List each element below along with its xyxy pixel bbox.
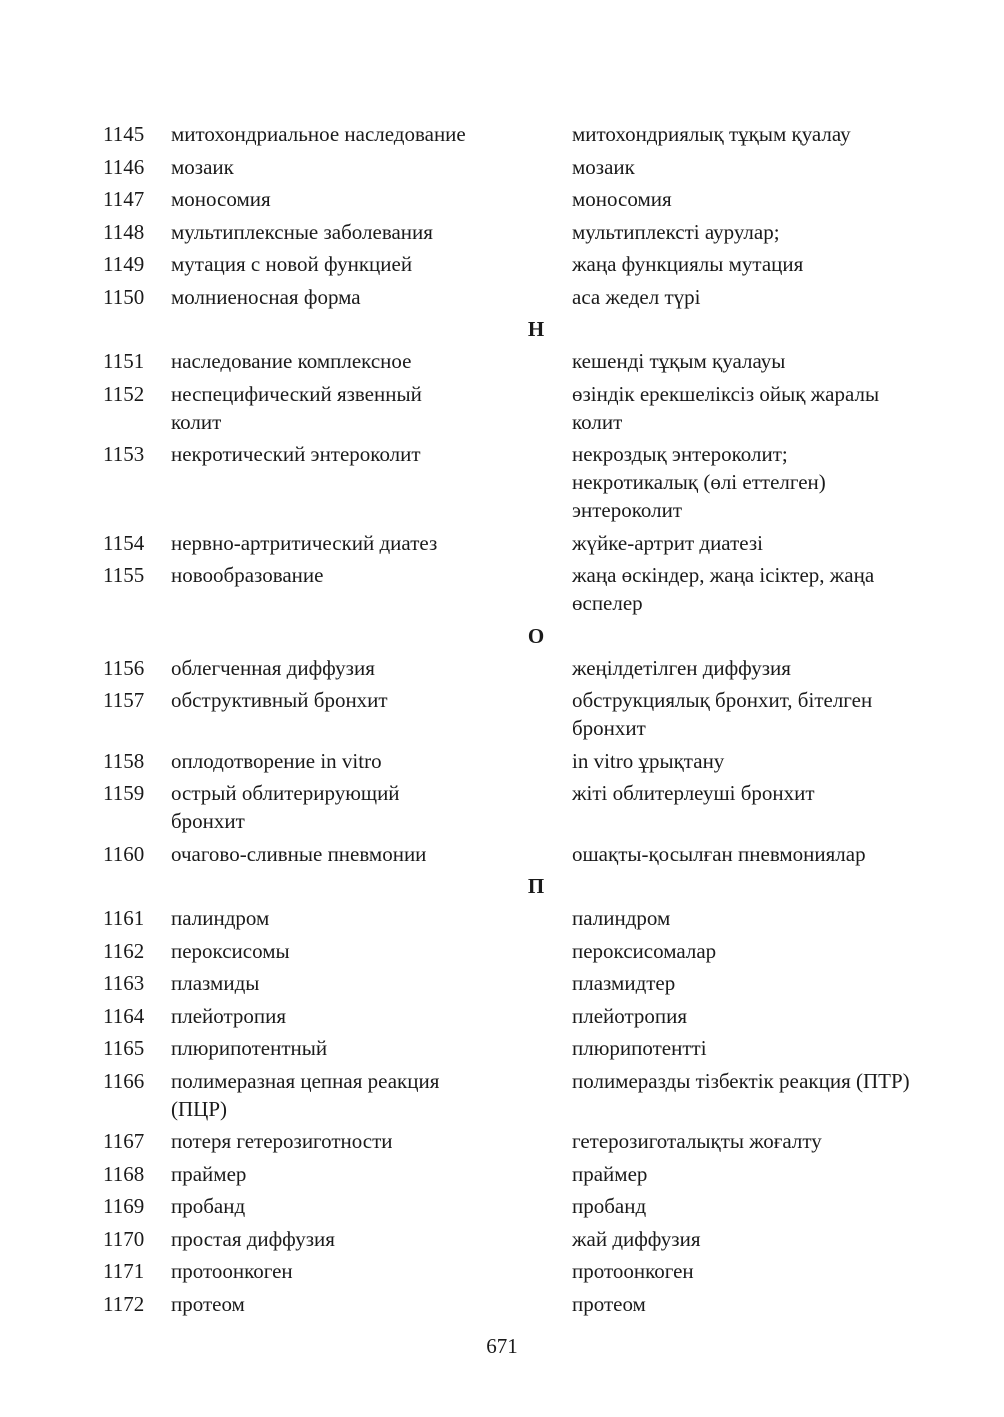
glossary-entry-row (0, 151, 1004, 184)
russian-term: моносомия (171, 187, 271, 211)
glossary-entry-row (0, 438, 1004, 527)
entry-number: 1170 (103, 1226, 145, 1251)
glossary-entry-row (0, 838, 1004, 871)
russian-term: протоонкоген (171, 1259, 293, 1283)
russian-term: плюрипотентный (171, 1036, 328, 1060)
russian-term: пробанд (171, 1194, 246, 1218)
glossary-entry-row (0, 967, 1004, 1000)
kazakh-term: протоонкоген (572, 1259, 694, 1283)
glossary-entry-row (0, 777, 1004, 838)
entry-number: 1169 (103, 1194, 145, 1218)
entry-number: 1146 (103, 154, 145, 179)
glossary-entry-row (0, 1255, 1004, 1288)
russian-term: праймер (171, 1161, 247, 1186)
glossary-entry-row (0, 1223, 1004, 1256)
entry-number: 1156 (103, 655, 145, 680)
glossary-entry-row (0, 118, 1004, 151)
russian-term: оплодотворение in vitro (171, 748, 382, 773)
entry-number: 1149 (103, 252, 145, 276)
russian-term: палиндром (171, 906, 270, 930)
glossary-entry-row (0, 248, 1004, 281)
russian-term: полимеразная цепная реакция (ПЦР) (171, 1068, 440, 1121)
glossary-entry-row (0, 745, 1004, 778)
kazakh-term: протеом (572, 1291, 646, 1316)
kazakh-term: обструкциялық бронхит, бітелген бронхит (572, 688, 873, 740)
kazakh-term: ошақты-қосылған пневмониялар (572, 841, 866, 866)
entry-number: 1161 (103, 906, 145, 930)
entry-number: 1158 (103, 748, 145, 773)
kazakh-term: пероксисомалар (572, 938, 717, 963)
kazakh-term: некроздық энтероколит; некротикалық (өлі еттелген) энтероколит (572, 442, 826, 522)
entry-number: 1151 (103, 349, 145, 373)
glossary-entry-row (0, 1065, 1004, 1126)
entry-number: 1150 (103, 284, 145, 309)
glossary-entry-row (0, 1000, 1004, 1033)
entry-number: 1168 (103, 1161, 145, 1186)
entry-number: 1164 (103, 1003, 145, 1028)
russian-term: пероксисомы (171, 938, 290, 963)
kazakh-term: in vitro ұрықтану (572, 748, 725, 773)
russian-term: облегченная диффузия (171, 655, 375, 680)
kazakh-term: мультиплексті аурулар; (572, 219, 780, 244)
russian-term: нервно-артритический диатез (171, 530, 438, 555)
entry-number: 1163 (103, 971, 145, 995)
kazakh-term: жаңа өскіндер, жаңа ісіктер, жаңа өспелер (572, 563, 875, 615)
russian-term: некротический энтероколит (171, 442, 421, 466)
entry-number: 1152 (103, 381, 145, 406)
kazakh-term: жай диффузия (572, 1226, 701, 1251)
entry-number: 1167 (103, 1129, 145, 1153)
kazakh-term: праймер (572, 1161, 648, 1186)
russian-term: мультиплексные заболевания (171, 219, 433, 244)
entry-number: 1165 (103, 1036, 145, 1060)
glossary-entry-row (0, 684, 1004, 745)
entry-number: 1160 (103, 841, 145, 866)
section-letter-heading: П (527, 874, 545, 898)
kazakh-term: палиндром (572, 906, 671, 930)
page-number: 671 (486, 1334, 518, 1358)
glossary-entry-row (0, 281, 1004, 314)
kazakh-term: жеңілдетілген диффузия (572, 655, 791, 680)
kazakh-term: митохондриялық тұқым қуалау (572, 122, 851, 146)
glossary-entry-row (0, 345, 1004, 378)
kazakh-term: мозаик (572, 154, 635, 179)
section-letter-heading: О (527, 623, 545, 648)
russian-term: новообразование (171, 563, 324, 587)
russian-term: мутация с новой функцией (171, 252, 413, 276)
glossary-entries (0, 118, 1004, 1320)
entry-number: 1166 (103, 1068, 145, 1093)
glossary-entry-row (0, 559, 1004, 620)
russian-term: митохондриальное наследование (171, 122, 466, 146)
entry-number: 1154 (103, 530, 145, 555)
glossary-entry-row (0, 216, 1004, 249)
kazakh-term: пробанд (572, 1194, 647, 1218)
glossary-entry-row (0, 1190, 1004, 1223)
section-letter-heading: Н (527, 317, 545, 341)
glossary-entry-row (0, 527, 1004, 560)
kazakh-term: кешенді тұқым қуалауы (572, 349, 786, 373)
russian-term: плазмиды (171, 971, 260, 995)
russian-term: неспецифический язвенный колит (171, 381, 422, 434)
entry-number: 1155 (103, 563, 145, 587)
entry-number: 1172 (103, 1291, 145, 1316)
glossary-entry-row (0, 1288, 1004, 1321)
kazakh-term: моносомия (572, 187, 672, 211)
entry-number: 1153 (103, 442, 145, 466)
kazakh-term: жүйке-артрит диатезі (572, 530, 763, 555)
glossary-entry-row (0, 183, 1004, 216)
entry-number: 1157 (103, 688, 145, 712)
russian-term: мозаик (171, 154, 234, 179)
entry-number: 1162 (103, 938, 145, 963)
entry-number: 1145 (103, 122, 145, 146)
russian-term: очагово-сливные пневмонии (171, 841, 427, 866)
glossary-entry-row (0, 935, 1004, 968)
kazakh-term: плюрипотентті (572, 1036, 707, 1060)
glossary-entry-row (0, 1158, 1004, 1191)
kazakh-term: плазмидтер (572, 971, 676, 995)
glossary-entry-row (0, 1125, 1004, 1158)
kazakh-term: полимеразды тізбектік реакция (ПТР) (572, 1068, 910, 1093)
kazakh-term: гетерозиготалықты жоғалту (572, 1129, 822, 1153)
glossary-entry-row (0, 1032, 1004, 1065)
russian-term: простая диффузия (171, 1226, 335, 1251)
kazakh-term: өзіндік ерекшеліксіз ойық жаралы колит (572, 381, 880, 434)
russian-term: протеом (171, 1291, 245, 1316)
glossary-entry-row (0, 652, 1004, 685)
russian-term: плейотропия (171, 1003, 287, 1028)
entry-number: 1171 (103, 1259, 145, 1283)
russian-term: потеря гетерозиготности (171, 1129, 393, 1153)
kazakh-term: жіті облитерлеуші бронхит (572, 781, 815, 805)
kazakh-term: плейотропия (572, 1003, 688, 1028)
entry-number: 1147 (103, 187, 145, 211)
russian-term: острый облитерирующий бронхит (171, 781, 400, 833)
glossary-entry-row (0, 378, 1004, 439)
glossary-entry-row (0, 902, 1004, 935)
entry-number: 1159 (103, 781, 145, 805)
russian-term: молниеносная форма (171, 284, 361, 309)
entry-number: 1148 (103, 219, 145, 244)
russian-term: наследование комплексное (171, 349, 412, 373)
kazakh-term: аса жедел түрі (572, 284, 701, 309)
kazakh-term: жаңа функциялы мутация (572, 252, 804, 276)
russian-term: обструктивный бронхит (171, 688, 388, 712)
